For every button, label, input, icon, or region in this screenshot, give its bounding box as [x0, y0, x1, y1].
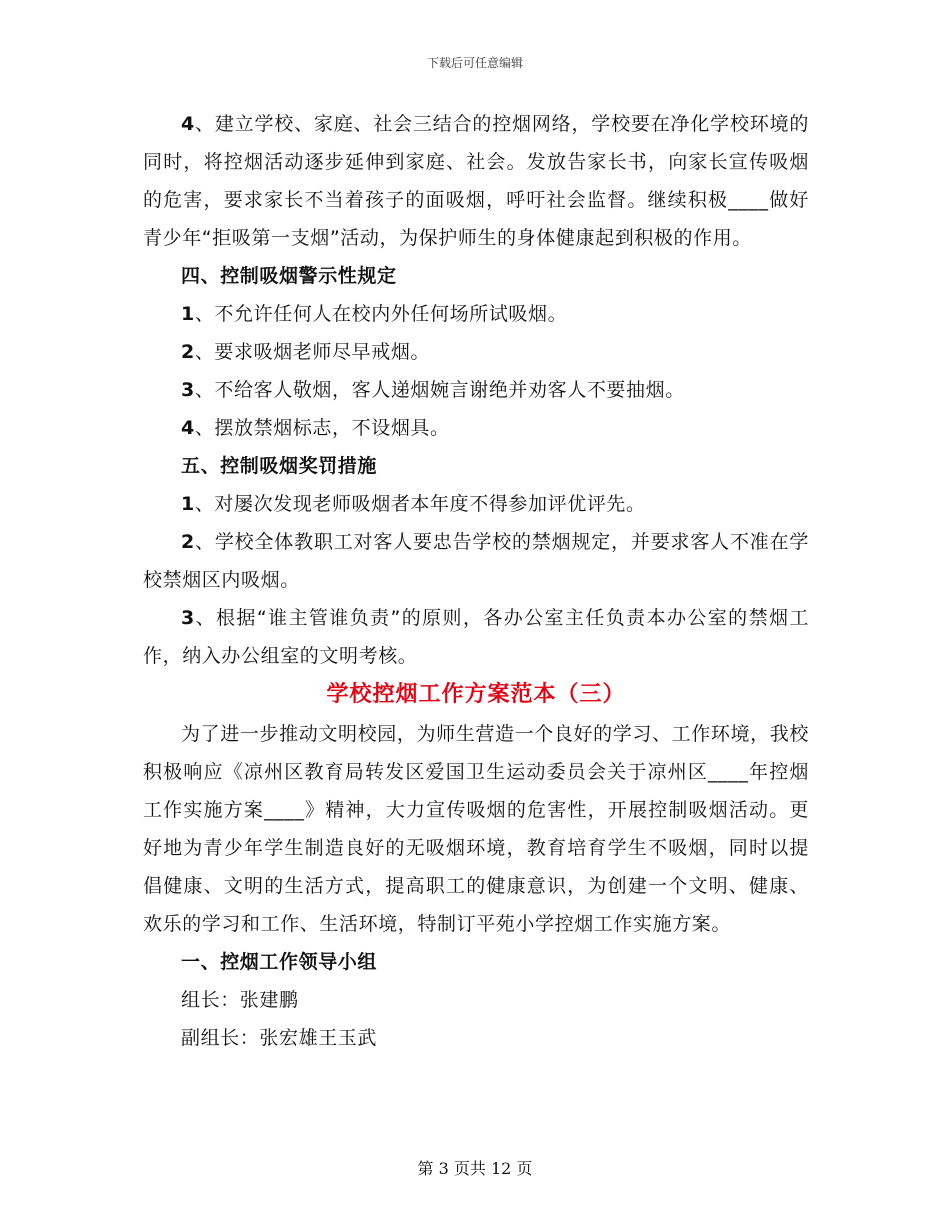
document-body — [143, 105, 809, 1057]
item-text: 、不允许任何人在校内外任何场所试吸烟。 — [194, 303, 568, 325]
section-heading-1: 一、控烟工作领导小组 — [181, 951, 378, 973]
measure-item-3 — [143, 599, 809, 675]
paragraph-text: 、建立学校、家庭、社会三结合的控烟网络，学校要在净化学校环境的同时，将控烟活动逐步延伸到家庭、社会。发放告家长书，向家长宣传吸烟的危害，要求家长不当着孩子的面吸烟，呼吁社会监督。继续积极____做好青少年“拒吸第一支烟”活动，为保护师生的身体健康起到积极的作用。 — [143, 113, 809, 249]
item-text: 、不给客人敬烟，客人递烟婉言谢绝并劝客人不要抽烟。 — [194, 379, 685, 401]
group-leader-line: 组长：张建鹏 — [181, 989, 299, 1011]
section-heading-4: 四、控制吸烟警示性规定 — [181, 265, 397, 287]
intro-paragraph: 为了进一步推动文明校园，为师生营造一个良好的学习、工作环境，我校积极响应《凉州区教育局转发区爱国卫生运动委员会关于凉州区____年控烟工作实施方案____》精神，大力宣传吸烟的危害性，开展控制吸烟活动。更好地为青少年学生制造良好的无吸烟环境，教育培育学生不吸烟，同时以提倡健康、文明的生活方式，提高职工的健康意识，为创建一个文明、健康、欢乐的学习和工作、生活环境，特制订平苑小学控烟工作实施方案。 — [143, 723, 809, 935]
rule-item-2 — [143, 333, 809, 371]
item-number: 4 — [181, 113, 195, 135]
item-number: 2 — [181, 531, 195, 553]
item-text: 、对屡次发现老师吸烟者本年度不得参加评优评先。 — [194, 493, 646, 515]
item-text: 、摆放禁烟标志，不设烟具。 — [194, 417, 450, 439]
item-number: 3 — [181, 379, 195, 401]
page-footer: 第 3 页共 12 页 — [417, 1159, 533, 1178]
paragraph-item-4 — [143, 105, 809, 257]
item-number: 4 — [181, 417, 195, 439]
group-deputy-line: 副组长：张宏雄王玉武 — [181, 1027, 378, 1049]
rule-item-3 — [143, 371, 809, 409]
page-header: 下载后可任意编辑 — [426, 56, 523, 70]
item-text: 、根据“谁主管谁负责”的原则，各办公室主任负责本办公室的禁烟工作，纳入办公组室的文明考核。 — [143, 607, 809, 667]
rule-item-1 — [143, 295, 809, 333]
item-number: 3 — [181, 607, 195, 629]
item-number: 1 — [181, 303, 195, 325]
rule-item-4 — [143, 409, 809, 447]
item-text: 、要求吸烟老师尽早戒烟。 — [194, 341, 431, 363]
document-section-title: 学校控烟工作方案范本（三） — [326, 682, 626, 707]
item-number: 2 — [181, 341, 195, 363]
item-number: 1 — [181, 493, 195, 515]
item-text: 、学校全体教职工对客人要忠告学校的禁烟规定，并要求客人不准在学校禁烟区内吸烟。 — [143, 531, 809, 591]
section-heading-5: 五、控制吸烟奖罚措施 — [181, 455, 378, 477]
measure-item-1 — [143, 485, 809, 523]
measure-item-2 — [143, 523, 809, 599]
